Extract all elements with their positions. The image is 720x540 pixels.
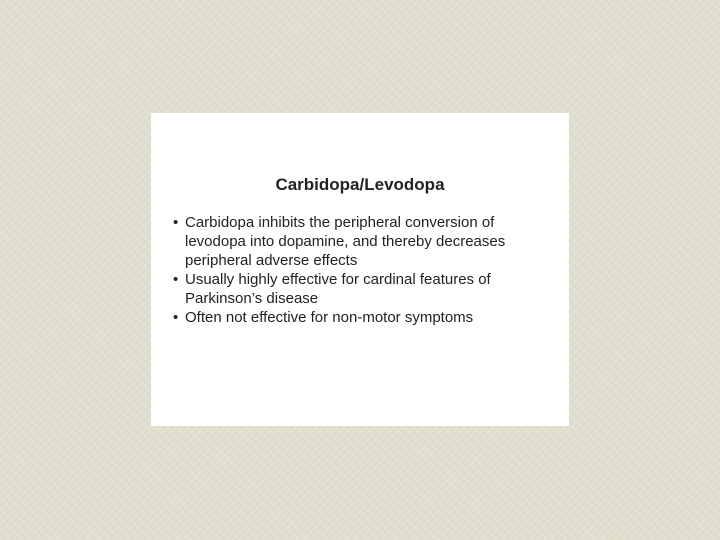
bullet-marker: • [173,271,179,288]
slide-image [151,113,569,426]
bullet-text: Usually highly effective for cardinal features of Parkinson’s disease [185,271,491,307]
slide-title: Carbidopa/Levodopa [275,175,445,194]
bullet-marker: • [173,214,179,231]
bullet-text: Often not effective for non-motor symptoms [185,309,474,326]
bullet-item [173,213,553,270]
bullet-list [173,213,553,327]
bullet-text: Carbidopa inhibits the peripheral conversion of levodopa into dopamine, and thereby decreases peripheral adverse effects [185,214,506,269]
bullet-marker: • [173,309,179,326]
bullet-item [173,308,553,327]
bullet-item [173,270,553,308]
